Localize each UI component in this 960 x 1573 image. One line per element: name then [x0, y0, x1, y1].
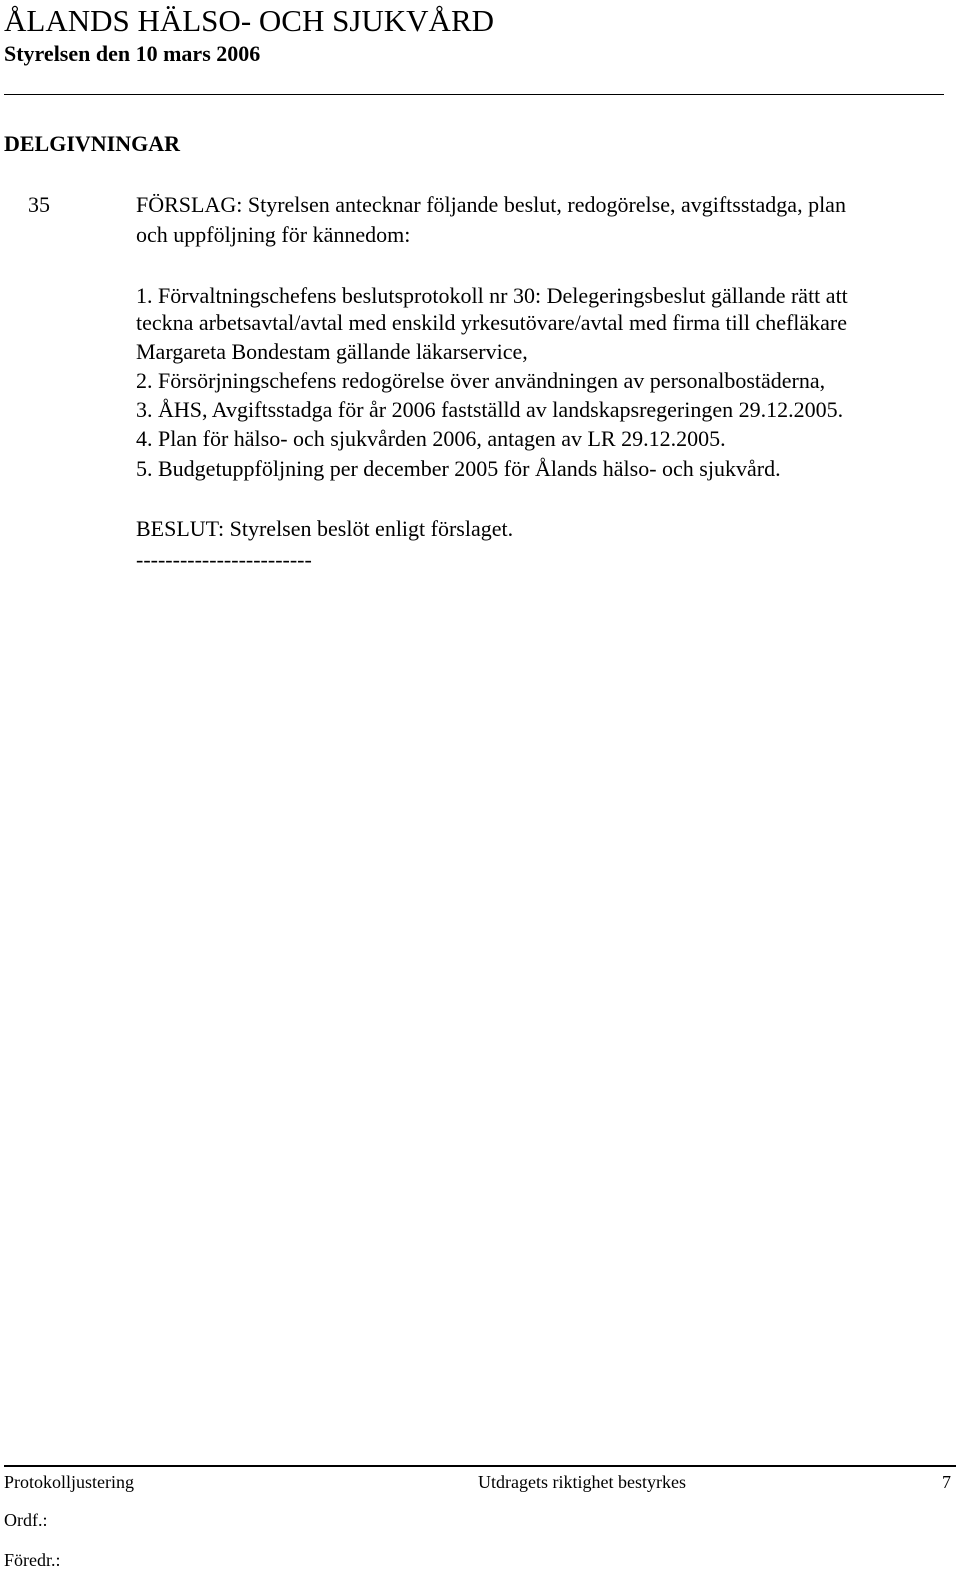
list-item: Margareta Bondestam gällande läkarservice, — [136, 339, 528, 364]
proposal-line-1: FÖRSLAG: Styrelsen antecknar följande beslut, redogörelse, avgiftsstadga, plan — [136, 192, 846, 217]
list-item: 1. Förvaltningschefens beslutsprotokoll nr 30: Delegeringsbeslut gällande rätt att — [136, 283, 848, 308]
footer-divider — [4, 1465, 956, 1467]
chair-label: Ordf.: — [4, 1510, 48, 1530]
organization-title: ÅLANDS HÄLSO- OCH SJUKVÅRD — [4, 3, 495, 38]
decision-text: BESLUT: Styrelsen beslöt enligt förslaget. — [136, 516, 514, 541]
proposal-line-2: och uppföljning för kännedom: — [136, 222, 411, 247]
page-number: 7 — [942, 1472, 951, 1492]
list-item: 5. Budgetuppföljning per december 2005 för Ålands hälso- och sjukvård. — [136, 456, 781, 481]
list-item: 2. Försörjningschefens redogörelse över användningen av personalbostäderna, — [136, 368, 826, 393]
certified-label: Utdragets riktighet bestyrkes — [478, 1472, 686, 1492]
presenter-label: Föredr.: — [4, 1550, 61, 1570]
header-divider — [4, 94, 944, 95]
protocol-check-label: Protokolljustering — [4, 1472, 134, 1492]
list-item: 4. Plan för hälso- och sjukvården 2006, antagen av LR 29.12.2005. — [136, 426, 726, 451]
list-item: teckna arbetsavtal/avtal med enskild yrkesutövare/avtal med firma till chefläkare — [136, 310, 848, 335]
meeting-date: Styrelsen den 10 mars 2006 — [4, 41, 261, 66]
case-number: 35 — [28, 192, 50, 217]
section-heading: DELGIVNINGAR — [4, 131, 181, 156]
separator-dashes: ------------------------ — [136, 547, 312, 572]
list-item: 3. ÅHS, Avgiftsstadga för år 2006 fastställd av landskapsregeringen 29.12.2005. — [136, 397, 844, 422]
